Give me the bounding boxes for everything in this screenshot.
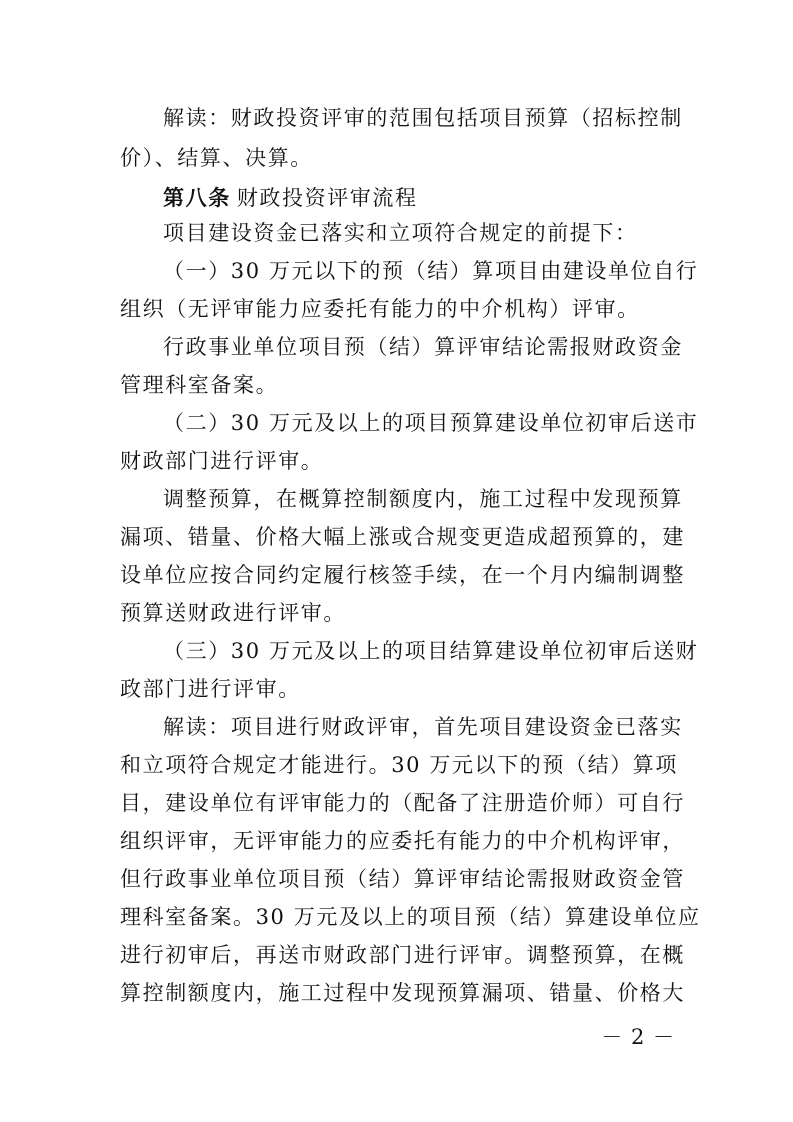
paragraph-line: 组织（无评审能力应委托有能力的中介机构）评审。 — [120, 297, 640, 321]
article-title: 财政投资评审流程 — [236, 186, 418, 210]
paragraph-line: 理科室备案。30 万元及以上的项目预（结）算建设单位应 — [120, 905, 701, 929]
paragraph-line: 设单位应按合同约定履行核签手续，在一个月内编制调整 — [120, 563, 685, 587]
article-number: 第八条 — [163, 185, 231, 210]
paragraph-line: 调整预算，在概算控制额度内，施工过程中发现预算 — [163, 487, 683, 511]
paragraph-line: 管理科室备案。 — [120, 373, 279, 397]
paragraph-line: 行政事业单位项目预（结）算评审结论需报财政资金 — [163, 335, 683, 359]
paragraph-line: 财政部门进行评审。 — [120, 449, 324, 473]
paragraph-line: 价）、结算、决算。 — [120, 146, 313, 170]
paragraph-line: （一）30 万元以下的预（结）算项目由建设单位自行 — [163, 259, 699, 283]
paragraph-line: 组织评审，无评审能力的应委托有能力的中介机构评审， — [120, 829, 685, 853]
paragraph-line: （三）30 万元及以上的项目结算建设单位初审后送财 — [163, 639, 699, 663]
paragraph-line: 但行政事业单位项目预（结）算评审结论需报财政资金管 — [120, 867, 685, 891]
paragraph-line: （二）30 万元及以上的项目预算建设单位初审后送市 — [163, 411, 699, 435]
paragraph-line: 项目建设资金已落实和立项符合规定的前提下： — [163, 221, 638, 245]
paragraph-line: 进行初审后，再送市财政部门进行评审。调整预算，在概 — [120, 943, 685, 967]
paragraph-line: 漏项、错量、价格大幅上涨或合规变更造成超预算的，建 — [120, 525, 685, 549]
paragraph-line: 解读：财政投资评审的范围包括项目预算（招标控制 — [163, 106, 683, 130]
paragraph-line: 政部门进行评审。 — [120, 677, 301, 701]
paragraph-line: 和立项符合规定才能进行。30 万元以下的预（结）算项 — [120, 753, 678, 777]
page-number: － 2 － — [601, 1025, 675, 1049]
article-heading-line — [163, 183, 418, 213]
paragraph-line: 解读：项目进行财政评审，首先项目建设资金已落实 — [163, 715, 683, 739]
paragraph-line: 算控制额度内，施工过程中发现预算漏项、错量、价格大 — [120, 981, 685, 1005]
paragraph-line: 预算送财政进行评审。 — [120, 601, 346, 625]
paragraph-line: 目，建设单位有评审能力的（配备了注册造价师）可自行 — [120, 791, 685, 815]
